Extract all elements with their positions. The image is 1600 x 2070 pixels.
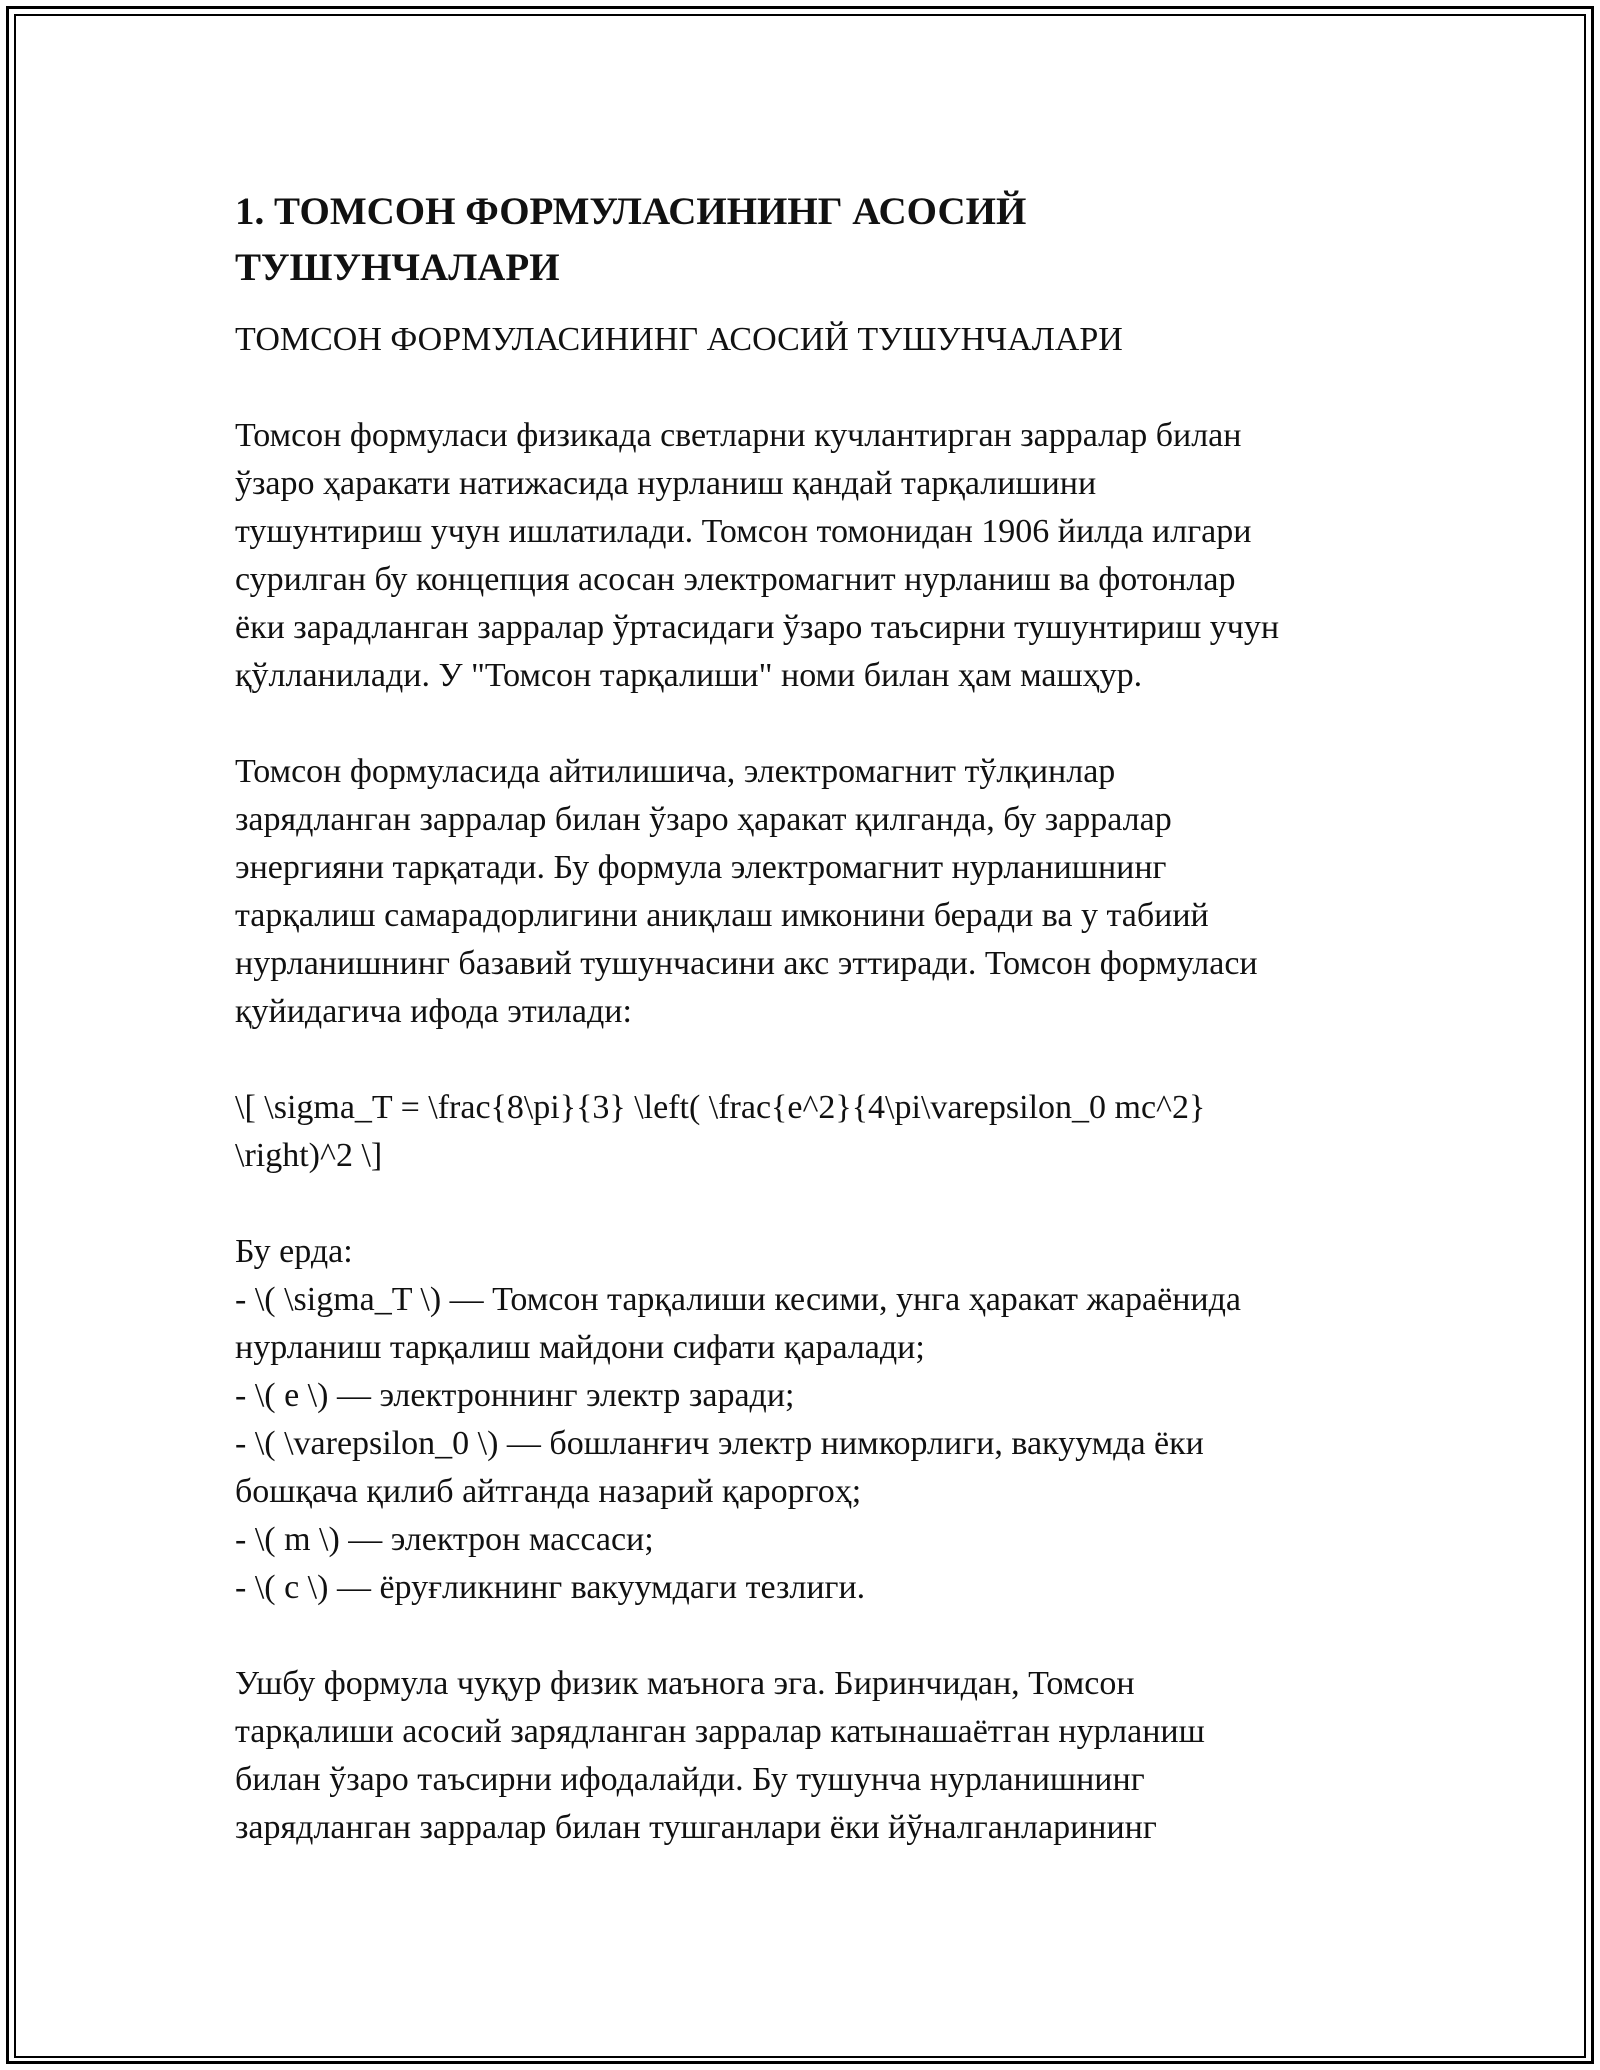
heading-line: ТУШУНЧАЛАРИ xyxy=(235,246,560,289)
heading-line: 1. ТОМСОН ФОРМУЛАСИНИНГ АСОСИЙ xyxy=(235,190,1027,233)
paragraph-intro xyxy=(235,412,1385,700)
text-line: билан ўзаро таъсирни ифодалайди. Бу тушунча нурланишнинг xyxy=(235,1761,1145,1798)
text-line: Томсон формуласида айтилишича, электромагнит тўлқинлар xyxy=(235,753,1116,790)
section-heading xyxy=(235,184,1385,296)
section-subheading xyxy=(235,316,1385,364)
formula-line: \right)^2 \] xyxy=(235,1137,383,1174)
formula-line: \[ \sigma_T = \frac{8\pi}{3} \left( \frac{e^2}{4\pi\varepsilon_0 mc^2} xyxy=(235,1089,1206,1126)
definitions-intro: Бу ерда: xyxy=(235,1233,353,1270)
text-line: Томсон формуласи физикада светларни кучлантирган зарралар билан xyxy=(235,417,1242,454)
text-line: нурланишнинг базавий тушунчасини акс эттиради. Томсон формуласи xyxy=(235,945,1258,982)
text-line: зарядланган зарралар билан ўзаро ҳаракат қилганда, бу зарралар xyxy=(235,801,1172,838)
text-line: сурилган бу концепция асосан электромагнит нурланиш ва фотонлар xyxy=(235,561,1236,598)
subheading-text: ТОМСОН ФОРМУЛАСИНИНГ АСОСИЙ ТУШУНЧАЛАРИ xyxy=(235,321,1123,358)
text-line: зарядланган зарралар билан тушганлари ёки йўналганларининг xyxy=(235,1809,1157,1846)
definition-item: - \( e \) — электроннинг электр заради; xyxy=(235,1377,795,1414)
text-line: ёки зарадланган зарралар ўртасидаги ўзаро таъсирни тушунтириш учун xyxy=(235,609,1280,646)
definition-item: - \( c \) — ёруғликнинг вакуумдаги тезлиги. xyxy=(235,1569,866,1606)
document-body xyxy=(235,184,1385,1900)
definition-item: - \( m \) — электрон массаси; xyxy=(235,1521,654,1558)
text-line: Ушбу формула чуқур физик маънога эга. Биринчидан, Томсон xyxy=(235,1665,1135,1702)
definition-item: - \( \varepsilon_0 \) — бошланғич электр нимкорлиги, вакуумда ёки xyxy=(235,1425,1204,1462)
formula-block xyxy=(235,1084,1385,1180)
definitions-list xyxy=(235,1228,1385,1612)
paragraph-explanation xyxy=(235,748,1385,1036)
paragraph-meaning xyxy=(235,1660,1385,1852)
text-line: тарқалиши асосий зарядланган зарралар катынашаётган нурланиш xyxy=(235,1713,1205,1750)
text-line: тарқалиш самарадорлигини аниқлаш имконини беради ва у табиий xyxy=(235,897,1209,934)
text-line: ўзаро ҳаракати натижасида нурланиш қандай тарқалишини xyxy=(235,465,1097,502)
definition-item: нурланиш тарқалиш майдони сифати қаралади; xyxy=(235,1329,925,1366)
definition-item: - \( \sigma_T \) — Томсон тарқалиши кесими, унга ҳаракат жараёнида xyxy=(235,1281,1241,1318)
text-line: тушунтириш учун ишлатилади. Томсон томонидан 1906 йилда илгари xyxy=(235,513,1252,550)
definition-item: бошқача қилиб айтганда назарий қароргоҳ; xyxy=(235,1473,862,1510)
text-line: энергияни тарқатади. Бу формула электромагнит нурланишнинг xyxy=(235,849,1167,886)
text-line: қўлланилади. У "Томсон тарқалиши" номи билан ҳам машҳур. xyxy=(235,657,1143,694)
text-line: қуйидагича ифода этилади: xyxy=(235,993,632,1030)
